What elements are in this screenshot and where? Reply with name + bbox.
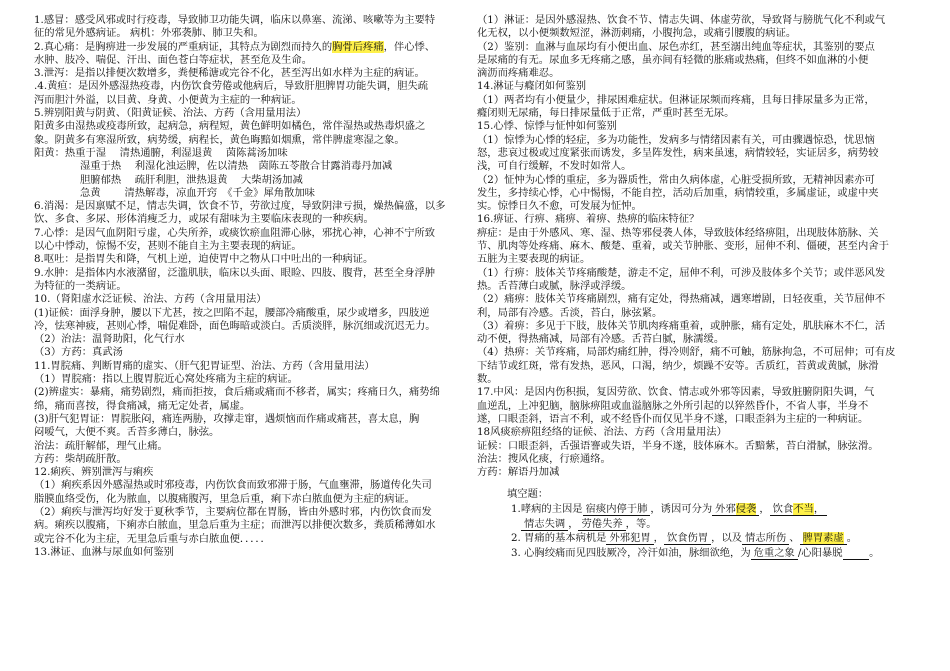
text-line: 热。舌苔薄白或腻，脉浮或浮缓。 bbox=[477, 279, 632, 292]
text-line: (1)证候：面浮身肿，腰以下尤甚，按之凹陷不起，腰部冷痛酸重，尿少或增多，四肢逆 bbox=[34, 306, 430, 319]
answer-blank: 情志失调 bbox=[521, 518, 568, 531]
text-line: 18风痰瘀痹阻经络的证候、治法、方药（含用量用法） bbox=[477, 426, 727, 439]
text-line: （3）方药：真武汤 bbox=[34, 346, 123, 359]
text-line: 8.呕吐：是指胃失和降，气机上逆，迫使胃中之物从口中吐出的一种病证。 bbox=[34, 253, 374, 266]
text-line: 征的常见外感病证。 病机：外邪袭肺、肺卫失和。 bbox=[34, 27, 264, 40]
highlighted-text: 胸骨后疼痛 bbox=[332, 40, 384, 53]
text-line: 17.中风：是因内伤积损，复因劳欲、饮食、情志或外邪等因素，导致脏腑阴阳失调，气 bbox=[477, 386, 875, 399]
text-line: 脂膜血络受伤，化为脓血，以腹痛腹泻，里急后重，痢下赤白脓血便为主症的病证。 bbox=[34, 492, 415, 505]
text-line: 痹症：是由于外感风、寒、湿、热等邪侵袭人体，导致肢体经络痹阻，出现肢体筋脉、关 bbox=[477, 226, 879, 239]
text-line: .4.黄疸：是因外感湿热疫毒，内伤饮食劳倦或他病后，导致肝胆脾胃功能失调，胆失疏 bbox=[34, 80, 429, 93]
text-line: （2）怔忡为心悸的重症，多为器质性，常由久病体虚，心脏受损所致，无精神因素亦可 bbox=[477, 173, 875, 186]
question-2: 2. 胃痛的基本病机是 外邪犯胃 ， 饮食伤胃 ，以及 情志所伤 、 脾胃素虚 。 bbox=[511, 532, 858, 545]
question-1: 1.哮病的主因是 宿痰内停于肺 ，诱因可分为 外邪侵袭 ， 饮食不当， bbox=[477, 502, 922, 517]
text-line: (2)辨虚实：暴痛，痛势剧烈，痛而拒按，食后痛或痛而不移者，属实；疼痛日久，痛势绵 bbox=[34, 386, 440, 399]
text-line: 饮、多食、多尿、形体消瘦乏力，或尿有甜味为主要临床表现的一种疾病。 bbox=[34, 213, 374, 226]
text-line: （1）淋证：是因外感湿热、饮食不节、情志失调、体虚劳欲，导致肾与膀胱气化不利或气 bbox=[477, 14, 886, 26]
text-line: 证候：口眼歪斜，舌强语謇或失语，半身不遂，肢体麻木。舌黯紫，苔白滑腻，脉弦滑。 bbox=[477, 439, 879, 452]
text-line: 方药：柴胡疏肝散。 bbox=[34, 452, 127, 465]
text-line: 急黄 清热解毒，凉血开窍 《千金》犀角散加味 bbox=[80, 186, 315, 199]
text-line: 冷，怯寒神疲，甚则心悸，喘促难卧，面色晦暗或淡白。舌质淡胖，脉沉细或沉迟无力。 bbox=[34, 319, 436, 332]
text-line: 湿重于热 利湿化浊运脾，佐以清热 茵陈五苓散合甘露消毒丹加减 bbox=[80, 160, 393, 173]
answer-blank: 饮食不当， bbox=[770, 503, 827, 516]
answer-blank: 饮食伤胃 bbox=[664, 532, 711, 545]
text-line: 13.淋证、血淋与尿血如何鉴别 bbox=[34, 545, 174, 558]
text-line: 发生，多持续心悸，心中惕惕，不能自控，活动后加重，病情较重，多属虚证，或虚中夹 bbox=[477, 186, 879, 199]
text-line: 癃闭则无尿痛，每日排尿量低于正常，严重时甚至无尿。 bbox=[477, 107, 735, 120]
text-line: 血逆乱，上冲犯脑，脑脉痹阻或血溢脑脉之外所引起的以猝然昏仆，不省人事，半身不 bbox=[477, 399, 869, 412]
text-line: 怒，悲哀过极或过度紧张而诱发，多呈阵发性，病来虽速，病情较轻，实证居多，病势较 bbox=[477, 146, 879, 159]
text-line: 阳黄：热重于湿 清热通腑，利湿退黄 茵陈蒿汤加味 bbox=[34, 146, 288, 159]
answer-blank: 劳倦失养 bbox=[578, 518, 625, 531]
text-line: 为特征的一类病证。 bbox=[34, 279, 127, 292]
answer-blank: 危重之象 bbox=[751, 547, 798, 560]
text-line: 15.心悸、惊悸与怔忡如何鉴别 bbox=[477, 120, 617, 133]
text-line: 泻而胆汁外溢，以目黄、身黄、小便黄为主症的一种病证。 bbox=[34, 93, 302, 106]
section-title: 填空题： bbox=[507, 488, 549, 501]
text-line: 12.痢疾、辨别泄泻与痢疾 bbox=[34, 466, 154, 479]
text-line: 5.辨别阳黄与阴黄、（阳黄证候、治法、方药（含用量用法） bbox=[34, 107, 307, 120]
answer-blank: 情志所伤 bbox=[742, 532, 789, 545]
text-line: 下结节或红斑，常有发热，恶风，口渴，纳少，烦躁不安等。舌质红，苔黄或黄腻，脉滑 bbox=[477, 359, 879, 372]
text-line: 以心中悸动，惊惕不安，甚则不能自主为主要表现的病证。 bbox=[34, 240, 302, 253]
text-line: 病。痢疾以腹痛，下痢赤白脓血，里急后重为主症；而泄泻以排便次数多，粪质稀薄如水 bbox=[34, 519, 436, 532]
text-line: 化无权，以小便频数短涩，淋沥刺痛，小腹拘急，或痛引腰腹的病证。 bbox=[477, 27, 797, 40]
text-line: 2.真心痛：是胸痹进一步发展的严重病证，其特点为剧烈而持久的胸骨后疼痛，伴心悸、 bbox=[34, 40, 436, 53]
text-line: (3)肝气犯胃证：胃脘胀闷，痛连两胁，攻撑走窜，遇烦恼而作痛或痛甚，喜太息，胸 bbox=[34, 412, 420, 425]
answer-blank: 外邪犯胃 bbox=[606, 532, 653, 545]
left-column bbox=[34, 14, 476, 559]
right-column bbox=[477, 14, 922, 560]
text-line: 9.水肿：是指体内水液潴留，泛滥肌肤，临床以头面、眼睑、四肢、腹背，甚至全身浮肿 bbox=[34, 266, 436, 279]
text-line: 节、肌肉等处疼痛、麻木、酸楚、重着，或关节肿胀、变形，屈伸不利、僵硬，甚至内舍于 bbox=[477, 240, 889, 253]
text-line: （1）两者均有小便量少，排尿困难症状。但淋证尿频而疼痛，且每日排尿量多为正常， bbox=[477, 93, 875, 106]
text-line: （2）痢疾与泄泻均好发于夏秋季节，主要病位都在胃肠，皆由外感时邪，内伤饮食而发 bbox=[34, 505, 432, 518]
text-line: 10.（肾阳虚水泛证候、治法、方药（含用量用法） bbox=[34, 293, 267, 306]
text-line: （2）鉴别：血淋与血尿均有小便出血、尿色赤红，甚至溺出纯血等症状，其鉴别的要点 bbox=[477, 40, 875, 53]
answer-blank: 外邪侵袭 bbox=[712, 503, 759, 516]
text-line: 治法：搜风化痰，行瘀通络。 bbox=[477, 452, 611, 465]
text-line: 实。惊悸日久不愈，可发展为怔忡。 bbox=[477, 200, 642, 213]
text-line: 五脏为主要表现的病证。 bbox=[477, 253, 591, 266]
text-line: 是尿痛的有无。尿血多无疼痛之感，虽亦间有轻微的胀痛或热痛，但终不如血淋的小便 bbox=[477, 53, 869, 66]
text-line: （2）痛痹：肢体关节疼痛剧烈，痛有定处，得热痛减，遇寒增剧，日轻夜重，关节屈伸不 bbox=[477, 293, 886, 306]
text-line: 浅，可自行缓解，不发时如常人。 bbox=[477, 160, 632, 173]
answer-blank: 脾胃素虚 bbox=[800, 532, 847, 545]
question-1-cont: 情志失调 ， 劳倦失养 ，等。 bbox=[477, 517, 922, 532]
text-line: 动不便，得热痛减，局部有冷感。舌苔白腻，脉濡缓。 bbox=[477, 333, 725, 346]
text-line: 1.感冒：感受风邪或时行疫毒，导致肺卫功能失调，临床以鼻塞、流涕、咳嗽等为主要特 bbox=[34, 14, 436, 26]
text-line: 方药：解语丹加减 bbox=[477, 466, 560, 479]
text-line: 利，局部有冷感。舌淡，苔白，脉弦紧。 bbox=[477, 306, 663, 319]
answer-blank bbox=[843, 547, 870, 560]
text-line: 治法：疏肝解郁，理气止痛。 bbox=[34, 439, 168, 452]
text-line: 绵，痛而喜按，得食痛减，痛无定处者，属虚。 bbox=[34, 399, 251, 412]
text-line: （4）热痹：关节疼痛，局部灼痛红肿，得冷则舒，痛不可触，筋脉拘急，不可屈伸；可有皮 bbox=[477, 346, 896, 359]
question-3: 3. 心胸绞痛而见四肢厥冷，冷汗如油，脉细欲绝，为 危重之象 /心阳暴脱 。 bbox=[511, 546, 880, 559]
text-line: 3.泄泻：是指以排便次数增多，粪便稀溏或完谷不化，甚至泻出如水样为主症的病证。 bbox=[34, 67, 425, 80]
text-line: 象。阴黄多有寒湿所致，病势缓，病程长，黄色晦黯如烟熏，常伴脾虚寒湿之象。 bbox=[34, 133, 405, 146]
text-line: （1）惊悸为心悸的轻症，多为功能性，发病多与情绪因素有关，可由骤遇惊恐，忧思恼 bbox=[477, 133, 875, 146]
text-line: 7.心悸：是因气血阴阳亏虚，心失所养，或痰饮瘀血阻滞心脉，邪扰心神，心神不宁所致 bbox=[34, 226, 436, 239]
text-line: 阳黄多由湿热或疫毒所致，起病急，病程短，黄色鲜明如橘色，常伴湿热或热毒炽盛之 bbox=[34, 120, 426, 133]
text-line: （2）治法：温肾助阳，化气行水 bbox=[34, 333, 185, 346]
text-line: （1）痢疾系因外感湿热或时邪疫毒，内伤饮食而致邪滞于肠，气血壅滞，肠道传化失司 bbox=[34, 479, 432, 492]
text-line: 闷嗳气，大便不爽。舌苔多薄白，脉弦。 bbox=[34, 426, 220, 439]
text-line: 或完谷不化为主症，无里急后重与赤白脓血便．．．．． bbox=[34, 532, 271, 545]
text-line: 14.淋证与癃闭如何鉴别 bbox=[477, 80, 587, 93]
text-line: 16.痹证、行痹、痛痹、着痹、热痹的临床特征？ bbox=[477, 213, 700, 226]
text-line: 数。 bbox=[477, 373, 498, 386]
text-line: 遂，口眼歪斜，语言不利，或不经昏仆而仅见半身不遂，口眼歪斜为主症的一种病证。 bbox=[477, 412, 869, 425]
text-line: 滴沥而疼痛难忍。 bbox=[477, 67, 560, 80]
answer-blank: 宿痰内停于肺 bbox=[583, 503, 651, 516]
text-line: 水肿、肢冷、喘促、汗出、面色苍白等症状，甚至危及生命。 bbox=[34, 53, 313, 66]
text-line: （3）着痹：多见于下肢，肢体关节肌肉疼痛重着，或肿胀，痛有定处，肌肤麻木不仁，活 bbox=[477, 319, 886, 332]
text-line: 11.胃脘痛、判断胃痛的虚实、（肝气犯胃证型、治法、方药（含用量用法） bbox=[34, 359, 375, 372]
text-line: 胆腑郁热 疏肝利胆，泄热退黄 大柴胡汤加减 bbox=[80, 173, 303, 186]
text-line: （1）胃脘痛：指以上腹胃脘近心窝处疼痛为主症的病证。 bbox=[34, 373, 298, 386]
fill-in-blank-section bbox=[477, 487, 922, 560]
text-line: 6.消渴：是因禀赋不足，情志失调，饮食不节，劳欲过度，导致阴津亏损，燥热偏盛，以多 bbox=[34, 200, 446, 213]
text-line: （1）行痹：肢体关节疼痛酸楚，游走不定，屈伸不利，可涉及肢体多个关节；或伴恶风发 bbox=[477, 266, 886, 279]
